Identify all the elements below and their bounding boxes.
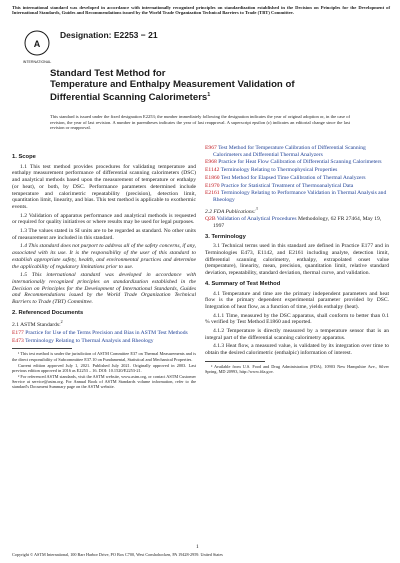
left-column [12,150,196,390]
title-line-1: Standard Test Method for [50,68,166,79]
footnote-rule [12,348,72,349]
summary-4-1: 4.1 Temperature and time are the primary independent parameters and heat flow is the primary dependent experimental parameter provided by DSC. Integration of heat flow, as a function of time, yields enthalpy (heat). [205,290,389,310]
page-number: 1 [196,544,199,550]
terminology-heading: 3. Terminology [205,233,246,240]
summary-4-1-1: 4.1.1 Time, measured by the DSC apparatus, shall conform to better than 0.1 % verified by Test Method E1860 and reported. [205,312,389,326]
summary-heading: 4. Summary of Test Method [205,280,281,287]
refdocs-heading: 2. Referenced Documents [12,309,84,316]
copyright-footer: Copyright © ASTM International, 100 Barr Harbor Drive, PO Box C700, West Conshohocken, PA 19428-2959. United States [12,552,223,557]
scope-1-4: 1.4 This standard does not purport to address all of the safety concerns, if any, associated with its use. It is the responsibility of the user of this standard to establish appropriate safety, health, and environmental practices and determine the applicability of regulatory limitations prior to use. [12,243,196,270]
logo-label: INTERNATIONAL [22,60,52,64]
document-title [50,68,350,104]
footnote-3: ³ Available from U.S. Food and Drug Administration (FDA), 10903 New Hampshire Ave., Silver Spring, MD 20993, http://www.fda.gov. [205,363,389,374]
scope-1-1: 1.1 This test method provides procedures for validating temperature and enthalpy measurement performance of differential scanning calorimeters (DSC) and analytical methods based upon the measurement of temperature or enthalpy (or heat), or both, by DSC. Performance parameters determined include temperature and calorimetric repeatability (precision), detection limit, quantitation limit, linearity, and bias. This test method is applicable to exothermic events. [12,163,196,210]
scope-heading: 1. Scope [12,154,36,160]
right-column [205,145,389,375]
ref-e968[interactable]: E968 Practice for Heat Flow Calibration of Differential Scanning Calorimeters [205,159,382,166]
ref-e2161[interactable]: E2161 Terminology Relating to Performance Validation in Thermal Analysis and Rheology [205,190,387,203]
ref-e1142[interactable]: E1142 Terminology Relating to Thermophysical Properties [205,167,338,174]
scope-1-2: 1.2 Validation of apparatus performance and analytical methods is requested or required for quality initiatives or where results may be used for legal purposes. [12,212,196,226]
ref-e473[interactable]: E473 Terminology Relating to Thermal Analysis and Rheology [12,337,154,344]
footnote-rule-right [205,361,265,362]
title-footnote-mark: 1 [207,92,211,99]
title-line-3: Differential Scanning Calorimeters$^1$ [50,92,211,104]
astm-standards-subheading: 2.1 ASTM Standards:$^2$ [12,319,63,329]
scope-1-3: 1.3 The values stated in SI units are to be regarded as standard. No other units of measurement are included in this standard. [12,228,196,241]
ref-e1970[interactable]: E1970 Practice for Statistical Treatment of Thermoanalytical Data [205,182,354,189]
ref-e1860[interactable]: E1860 Test Method for Elapsed Time Calibration of Thermal Analyzers [205,174,366,181]
footnote-1: ¹ This test method is under the jurisdiction of ASTM Committee E37 on Thermal Measurements and is the direct responsibility of Subcommittee E37.10 on Fundamental, Statistical and Mechanical Properties. [12,351,196,362]
svg-text:A: A [33,39,41,49]
footnote-1-edition: Current edition approved July 1, 2021. Published July 2021. Originally approved in 2003. Last previous edition approved in 2016 as E2253 – 16. DOI: 10.1520/E2253-21. [12,362,196,373]
summary-4-1-2: 4.1.2 Temperature is directly measured by a temperature sensor that is an integral part of the differential scanning calorimetry apparatus. [205,328,389,341]
summary-4-1-3: 4.1.3 Heat flow, a measured value, is validated by its integration over time to obtain the desired calorimetric (enthalpic) information of interest. [205,343,389,357]
astm-logo [22,29,52,69]
terminology-3-1: 3.1 Technical terms used in this standard are defined in Practice E177 and in Terminologies E473, E1142, and E2161 including analyte, detection limit, differential scanning calorimetry, enthalpy, extrapolated onset value (temperature), linearity, mean, precision, quantitation limit, relative standard deviation, repeatability, standard deviation, thermal curve, and validation. [205,243,389,277]
standards-notice: This international standard was developed in accordance with internationally recognized principles on standardization established in the Decision on Principles for the Development of International Standards, Guides and Recommendations issued by the World Trade Organization Technical Barriers to Trade (TBT) Committee. [12,5,390,16]
title-line-2: Temperature and Enthalpy Measurement Validation of [50,79,295,91]
scope-1-5: 1.5 This international standard was developed in accordance with internationally recognized principles on standardization established in the Decision on Principles for the Development of International Standards, Guides and Recommendations issued by the World Trade Organization Technical Barriers to Trade (TBT) Committee. [12,272,196,306]
issued-statement: This standard is issued under the fixed designation E2253; the number immediately following the designation indicates the year of original adoption or, in the case of revision, the year of last revision. A number in parentheses indicates the year of last reapproval. A superscript epsilon (ε) indicates an editorial change since the last revision or reapproval. [50,114,350,131]
ref-e177[interactable]: E177 Practice for Use of the Terms Precision and Bias in ASTM Test Methods [12,330,188,337]
ref-q2b[interactable]: Q2B Validation of Analytical Procedures Methodology, 62 FR 27464, May 19, 1997 [205,216,382,229]
designation: Designation: E2253 − 21 [60,30,158,40]
fda-subheading: 2.2 FDA Publications:$^3$ [205,205,258,215]
ref-e967[interactable]: E967 Test Method for Temperature Calibration of Differential Scanning Calorimeters and Differential Thermal Analyzers [205,145,366,158]
footnote-2: ² For referenced ASTM standards, visit the ASTM website, www.astm.org, or contact ASTM Customer Service at service@astm.org. For Annual Book of ASTM Standards volume information, refer to the standard's Document Summary page on the ASTM website. [12,373,196,389]
